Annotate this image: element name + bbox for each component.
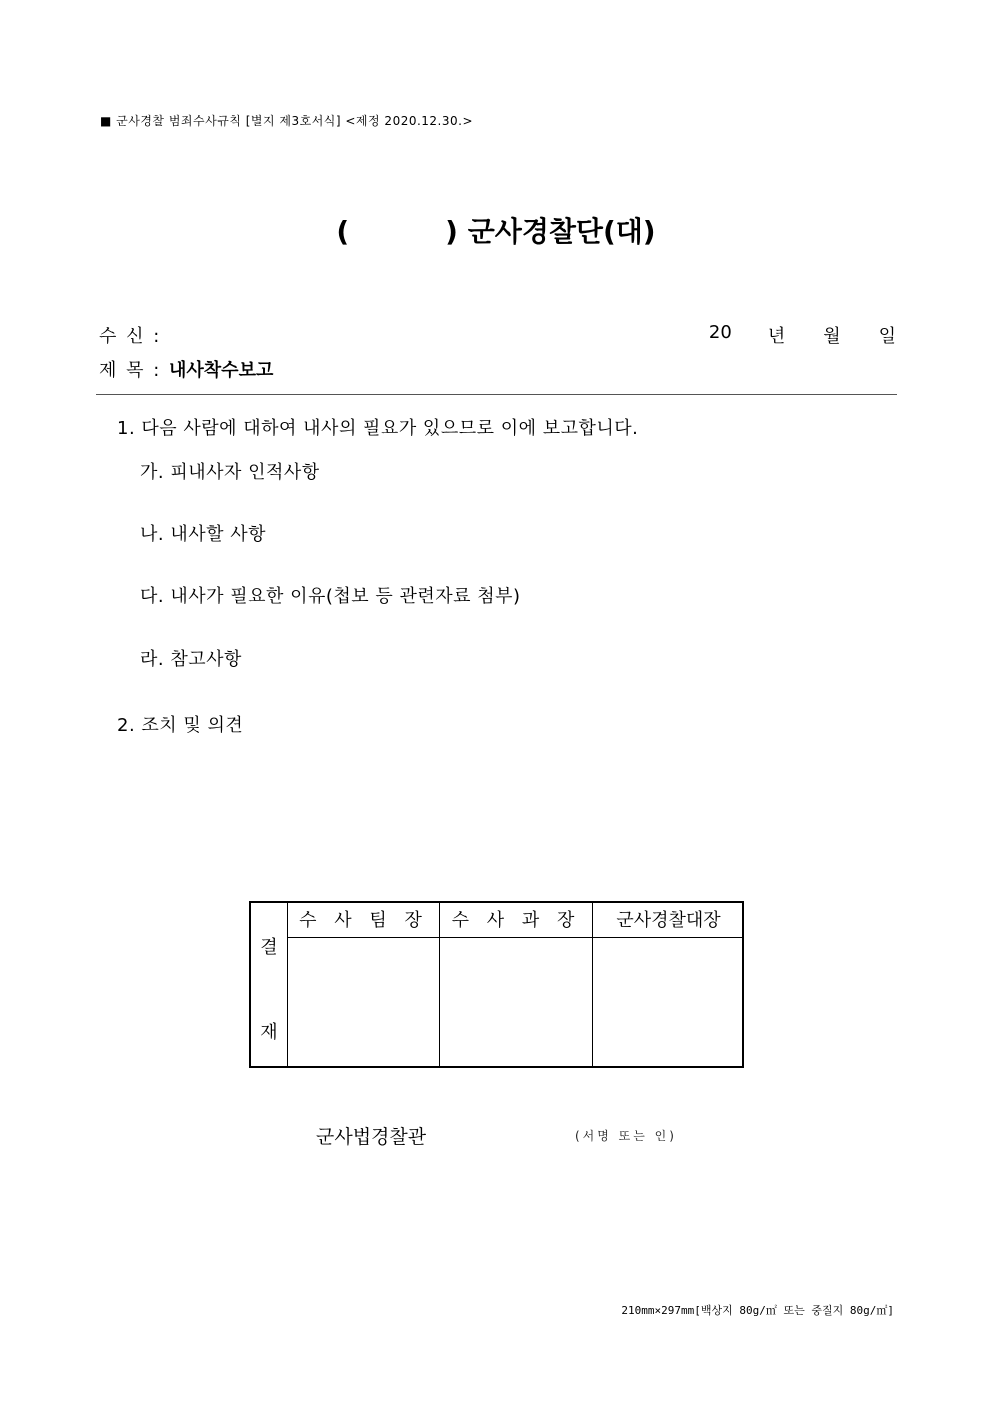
- body-item-2: 2. 조치 및 의견: [117, 715, 244, 736]
- officer-label: 군사법경찰관: [316, 1126, 427, 1148]
- title-text: 군사경찰단(대): [467, 215, 656, 248]
- subject-label: 제 목 :: [99, 360, 170, 381]
- approval-label-column: [251, 903, 288, 1066]
- approval-table: [249, 901, 744, 1068]
- approval-label-top: 결: [260, 937, 278, 958]
- approval-column-commander: [593, 903, 744, 1066]
- paper-spec-footer: 210mm×297mm[백상지 80g/㎡ 또는 중질지 80g/㎡]: [621, 1304, 894, 1317]
- title-close-paren: ): [445, 215, 458, 248]
- recipient-label: 수 신 :: [99, 326, 162, 347]
- signature-seal-note: (서명 또는 인): [575, 1129, 677, 1143]
- approval-label-bottom: 재: [260, 1022, 278, 1043]
- form-reference-note: ■ 군사경찰 범죄수사규칙 [별지 제3호서식] <제정 2020.12.30.>: [100, 114, 474, 128]
- date-year: 20: [708, 322, 732, 343]
- header-divider: [96, 394, 897, 395]
- approval-header-team-leader: 수 사 팀 장: [288, 903, 439, 938]
- date-day-unit: 일: [878, 326, 896, 347]
- subject-line: [99, 356, 273, 382]
- sub-item-ra: 라. 참고사항: [140, 649, 242, 670]
- signature-box-team-leader[interactable]: [288, 938, 439, 1066]
- approval-header-commander: 군사경찰대장: [593, 903, 744, 938]
- signature-box-section-chief[interactable]: [440, 938, 592, 1066]
- signature-box-commander[interactable]: [593, 938, 744, 1066]
- title-open-paren: (: [336, 215, 350, 248]
- subject-value: 내사착수보고: [169, 360, 274, 381]
- approval-column-team-leader: [288, 903, 440, 1066]
- body-item-1: 1. 다음 사람에 대하여 내사의 필요가 있으므로 이에 보고합니다.: [117, 418, 639, 439]
- sub-item-da: 다. 내사가 필요한 이유(첩보 등 관련자료 첨부): [140, 586, 521, 607]
- approval-header-section-chief: 수 사 과 장: [440, 903, 592, 938]
- date-field: [709, 322, 896, 348]
- sub-item-na: 나. 내사할 사항: [140, 524, 266, 545]
- date-year-unit: 년: [767, 326, 786, 347]
- sub-item-ga: 가. 피내사자 인적사항: [140, 462, 320, 483]
- document-title: [0, 210, 992, 250]
- date-month-unit: 월: [823, 326, 841, 347]
- approval-column-section-chief: [440, 903, 593, 1066]
